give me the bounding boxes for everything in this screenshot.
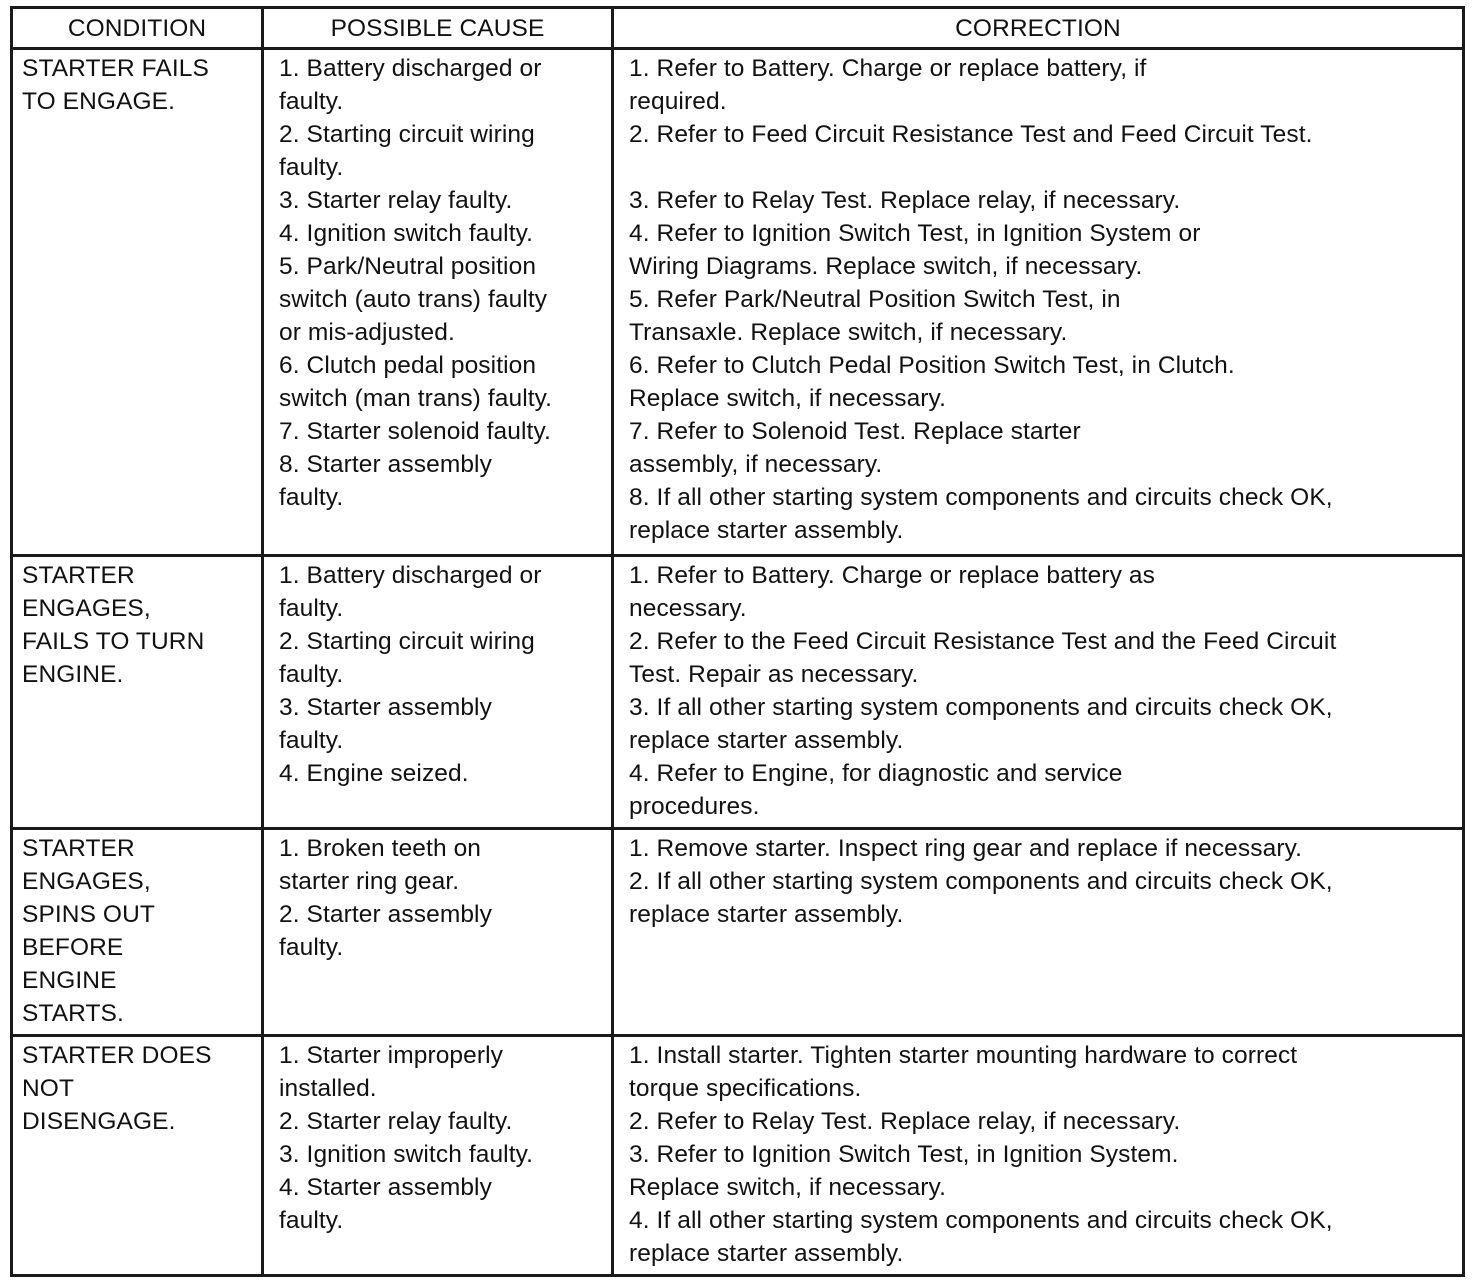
- cell-line: replace starter assembly.: [629, 727, 904, 754]
- cell-line: NOT: [22, 1075, 75, 1102]
- cell-line: 3. Ignition switch faulty.: [279, 1141, 534, 1168]
- cell-line: faulty.: [279, 1207, 344, 1234]
- header-row: [12, 8, 1464, 49]
- cell-line: 7. Refer to Solenoid Test. Replace starter: [629, 418, 1081, 445]
- cell-line: STARTER DOES: [22, 1042, 212, 1069]
- cell-line: 2. Starting circuit wiring: [279, 121, 535, 148]
- cell-line: 3. Starter relay faulty.: [279, 187, 513, 214]
- possible-cause-cell: [263, 556, 613, 829]
- cell-line: starter ring gear.: [279, 868, 460, 895]
- header-condition: CONDITION: [12, 8, 263, 49]
- cell-line: procedures.: [629, 793, 760, 820]
- cell-line: necessary.: [629, 595, 747, 622]
- cell-line: required.: [629, 88, 727, 115]
- cell-line: faulty.: [279, 88, 344, 115]
- cell-line: Test. Repair as necessary.: [629, 661, 919, 688]
- cell-line: 2. Starter assembly: [279, 901, 492, 928]
- table-row: [12, 49, 1464, 556]
- cell-line: 1. Battery discharged or: [279, 562, 542, 589]
- correction-cell: [613, 49, 1464, 556]
- cell-line: faulty.: [279, 727, 344, 754]
- cell-line: STARTER FAILS: [22, 55, 209, 82]
- cell-line: installed.: [279, 1075, 377, 1102]
- condition-cell: [12, 1036, 263, 1276]
- diagnosis-table: [10, 6, 1465, 1277]
- cell-line: ENGINE.: [22, 661, 124, 688]
- cell-line: Replace switch, if necessary.: [629, 385, 946, 412]
- cell-line: 2. Refer to Relay Test. Replace relay, if necessary.: [629, 1108, 1181, 1135]
- cell-line: faulty.: [279, 595, 344, 622]
- cell-line: 4. If all other starting system components and circuits check OK,: [629, 1207, 1333, 1234]
- cell-line: 4. Ignition switch faulty.: [279, 220, 534, 247]
- cell-line: 6. Refer to Clutch Pedal Position Switch Test, in Clutch.: [629, 352, 1235, 379]
- condition-cell: [12, 49, 263, 556]
- cell-line: faulty.: [279, 484, 344, 511]
- cell-line: 1. Refer to Battery. Charge or replace battery as: [629, 562, 1156, 589]
- cell-line: ENGAGES,: [22, 595, 151, 622]
- cell-line: 2. Refer to Feed Circuit Resistance Test and Feed Circuit Test.: [629, 121, 1313, 148]
- table-row: [12, 1036, 1464, 1276]
- cell-line: 8. If all other starting system components and circuits check OK,: [629, 484, 1333, 511]
- cell-line: assembly, if necessary.: [629, 451, 883, 478]
- cell-line: 2. Starter relay faulty.: [279, 1108, 513, 1135]
- cell-line: 2. If all other starting system components and circuits check OK,: [629, 868, 1333, 895]
- cell-line: FAILS TO TURN: [22, 628, 205, 655]
- cell-line: Wiring Diagrams. Replace switch, if necessary.: [629, 253, 1143, 280]
- cell-line: SPINS OUT: [22, 901, 155, 928]
- cell-line: 4. Starter assembly: [279, 1174, 492, 1201]
- cell-line: 4. Refer to Engine, for diagnostic and service: [629, 760, 1123, 787]
- condition-cell: [12, 556, 263, 829]
- cell-line: Replace switch, if necessary.: [629, 1174, 946, 1201]
- cell-line: 1. Install starter. Tighten starter mounting hardware to correct: [629, 1042, 1298, 1069]
- cell-line: replace starter assembly.: [629, 901, 904, 928]
- cell-line: DISENGAGE.: [22, 1108, 176, 1135]
- correction-cell: [613, 829, 1464, 1036]
- table-row: [12, 829, 1464, 1036]
- cell-line: faulty.: [279, 661, 344, 688]
- cell-line: 5. Refer Park/Neutral Position Switch Test, in: [629, 286, 1121, 313]
- cell-line: 7. Starter solenoid faulty.: [279, 418, 551, 445]
- cell-line: ENGINE: [22, 967, 117, 994]
- cell-line: faulty.: [279, 934, 344, 961]
- cell-line: 1. Broken teeth on: [279, 835, 482, 862]
- cell-line: replace starter assembly.: [629, 517, 904, 544]
- cell-line: 3. Refer to Relay Test. Replace relay, if necessary.: [629, 187, 1181, 214]
- cell-line: 1. Starter improperly: [279, 1042, 504, 1069]
- cell-line: 4. Refer to Ignition Switch Test, in Ignition System or: [629, 220, 1201, 247]
- cell-line: 4. Engine seized.: [279, 760, 469, 787]
- cell-line: 1. Refer to Battery. Charge or replace battery, if: [629, 55, 1147, 82]
- cell-line: Transaxle. Replace switch, if necessary.: [629, 319, 1068, 346]
- cell-line: faulty.: [279, 154, 344, 181]
- cell-line: TO ENGAGE.: [22, 88, 176, 115]
- cell-line: STARTER: [22, 562, 135, 589]
- possible-cause-cell: [263, 1036, 613, 1276]
- cell-line: or mis-adjusted.: [279, 319, 455, 346]
- cell-line: 8. Starter assembly: [279, 451, 492, 478]
- cell-line: 3. Refer to Ignition Switch Test, in Ignition System.: [629, 1141, 1179, 1168]
- header-correction: CORRECTION: [613, 8, 1464, 49]
- cell-line: ENGAGES,: [22, 868, 151, 895]
- possible-cause-cell: [263, 49, 613, 556]
- cell-line: STARTER: [22, 835, 135, 862]
- cell-line: 3. If all other starting system components and circuits check OK,: [629, 694, 1333, 721]
- cell-line: STARTS.: [22, 1000, 124, 1027]
- correction-cell: [613, 556, 1464, 829]
- cell-line: [629, 151, 1456, 184]
- possible-cause-cell: [263, 829, 613, 1036]
- cell-line: 2. Refer to the Feed Circuit Resistance Test and the Feed Circuit: [629, 628, 1337, 655]
- cell-line: 3. Starter assembly: [279, 694, 492, 721]
- cell-line: 2. Starting circuit wiring: [279, 628, 535, 655]
- header-possible-cause: POSSIBLE CAUSE: [263, 8, 613, 49]
- condition-cell: [12, 829, 263, 1036]
- table-row: [12, 556, 1464, 829]
- cell-line: 1. Remove starter. Inspect ring gear and replace if necessary.: [629, 835, 1303, 862]
- cell-line: replace starter assembly.: [629, 1240, 904, 1267]
- cell-line: switch (auto trans) faulty: [279, 286, 548, 313]
- cell-line: 1. Battery discharged or: [279, 55, 542, 82]
- cell-line: switch (man trans) faulty.: [279, 385, 553, 412]
- cell-line: BEFORE: [22, 934, 124, 961]
- cell-line: 5. Park/Neutral position: [279, 253, 537, 280]
- correction-cell: [613, 1036, 1464, 1276]
- cell-line: torque specifications.: [629, 1075, 862, 1102]
- cell-line: 6. Clutch pedal position: [279, 352, 537, 379]
